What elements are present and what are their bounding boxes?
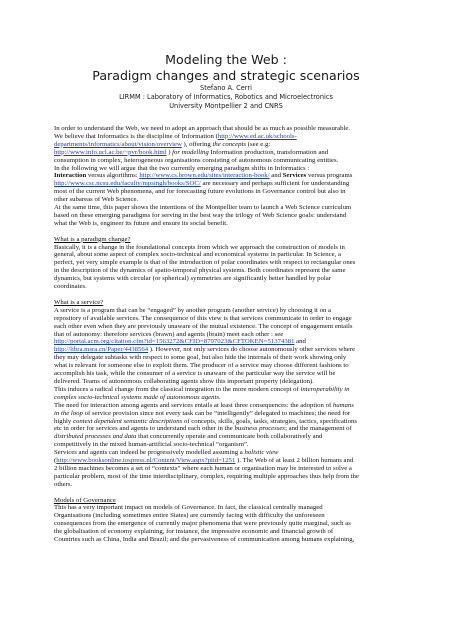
- interaction-book-link[interactable]: http://www.cs.brown.edu/sites/interaction-book/: [139, 172, 270, 180]
- text-line: what the Web is, engineer its future and ensure its social benefit.: [54, 219, 228, 227]
- text-line: [54, 449, 400, 457]
- text-run: ), offering: [181, 140, 213, 148]
- text-line: other subareas of Web Science.: [54, 196, 139, 204]
- text-line: others.: [54, 480, 73, 488]
- text-line: [54, 346, 400, 354]
- emphasis-text: business processes: [234, 425, 286, 433]
- author: Stefano A. Cerri: [200, 84, 252, 92]
- text-line: that of autonomy: therefore services (brawn) and agents (brain) meet each other : see: [54, 330, 284, 338]
- text-line: dynamics, but systems with circular (or spherical) symmetries are significantly better handled by polar: [54, 275, 332, 283]
- affiliation-university: University Montpellier 2 and CNRS: [169, 102, 283, 111]
- emphasis-text: context dependent semantic descriptions: [72, 417, 183, 425]
- emphasis-text: humans: [332, 401, 354, 409]
- emphasis-text: distributed processes and data: [54, 433, 137, 441]
- text-line: particular problem, most of the time interdisciplinary, complex, requiring multiple approaches thus help from the: [54, 472, 359, 480]
- text-line: [54, 180, 400, 188]
- text-line: in the description of the dynamics of spatio-temporal physical systems. Both coordinates represent the same: [54, 267, 346, 275]
- text-line: [54, 402, 400, 410]
- text-run: highly: [54, 417, 73, 425]
- text-line: based on these emerging paradigms for serving in the best way the trilogy of Web Science goals: understand: [54, 211, 347, 219]
- emphasis-text: in the loop: [54, 409, 83, 417]
- text-run: Services and agents can indeed be progressively modelled assuming a: [54, 449, 245, 457]
- paragraph-gap: [54, 291, 400, 299]
- section-heading: Models of Governance: [54, 496, 116, 504]
- governance-section: [54, 497, 400, 544]
- text-line: [54, 418, 400, 426]
- informatics-vision-link-cont[interactable]: departments/informatics/about/vision/overview: [54, 140, 182, 148]
- text-line: most of the current Web phenomena, and for forecasting future evolutions in Governance control but also in: [54, 188, 346, 196]
- iospress-book-link[interactable]: http://www.booksonline.iospress.nl/Content/View.aspx?piid=1251: [56, 457, 236, 465]
- document-title-line-2: Paradigm changes and strategic scenarios: [92, 68, 360, 83]
- text-run: that concurrently operate and communicate both collaboratively and: [136, 433, 323, 441]
- text-run: are necessary and perhaps sufficient for understanding: [200, 180, 350, 188]
- text-line: accomplish his task, while the consumer of a service is unaware of the particular way the service will be: [54, 370, 336, 378]
- text-run: ). The Web of at least 2 billion humans and: [235, 457, 354, 465]
- acm-portal-link[interactable]: http://portal.acm.org/citation.cfm?id=1563272&CFID=8797023&CFTOKEN=51374381: [54, 338, 295, 346]
- emphasis-text: interoperability in: [300, 385, 350, 393]
- text-line: Countries such as China, India and Brazil; and the pervasiveness of communication among humans explaining,: [54, 536, 355, 544]
- bold-term: Services: [282, 172, 307, 180]
- text-run: of service provision since not every task can be “intelligently” delegated to machines; the need for: [82, 409, 351, 417]
- text-line: This has a very important impact on models of Governance. In fact, the classical centrally managed: [54, 504, 323, 512]
- section-heading: What is a service?: [54, 298, 104, 306]
- text-line: perfect, yet very simple example is that of the introduction of polar coordinates with respect to rectangular ones: [54, 259, 356, 267]
- text-line: Basically, it is a change in the foundational concepts from which we approach the construction of models in: [54, 243, 345, 251]
- paradigm-section: [54, 236, 400, 291]
- text-line: [54, 386, 400, 394]
- paragraph-gap: [54, 489, 400, 497]
- text-line: [54, 338, 400, 346]
- text-run: and: [269, 172, 283, 180]
- text-run: (: [54, 457, 57, 465]
- text-line: Organisations (including sometimes entire States) are currently facing with difficulty the unforeseen: [54, 512, 325, 520]
- text-line: [54, 410, 400, 418]
- text-line: each other even when they are previously unaware of the mutual existence. The concept of engagement entails: [54, 322, 353, 330]
- text-run: etc in order for services and agents to understand each other in the: [54, 425, 235, 433]
- text-line: general, about some aspect of complex socio-technical and economical systems in particular. In Science, a: [54, 251, 341, 259]
- text-run: ; and the management of: [285, 425, 352, 433]
- emphasis-text: holistic view: [244, 449, 279, 457]
- text-run: ): [166, 148, 173, 156]
- text-line: [54, 425, 400, 433]
- text-line: [54, 133, 400, 141]
- text-line: repository of available services. The consequence of this view is that services communicate in order to engage: [54, 314, 352, 322]
- emphasis-text: complex socio-technical systems made of autonomous agents: [54, 393, 219, 401]
- soc-book-link[interactable]: http://www.csc.ncsu.edu/faculty/mpsingh/books/SOC/: [54, 180, 201, 188]
- text-line: At the same time, this paper shows the intentions of the Montpellier team to launch a Web Science curriculum: [54, 204, 352, 212]
- text-line: [54, 172, 400, 180]
- section-heading: What is a paradigm change?: [54, 235, 131, 243]
- document-title-line-1: Modeling the Web :: [165, 52, 287, 67]
- text-run: We believe that Informatics is the discipline of Information (: [54, 132, 218, 140]
- text-line: coordinates.: [54, 283, 87, 291]
- service-section: [54, 299, 400, 489]
- affiliation-lab: LIRMM : Laboratory of Informatics, Robotics and Microelectronics: [119, 93, 333, 102]
- pvr-book-link[interactable]: http://www.info.ucl.ac.be/~pvr/book.html: [54, 148, 167, 156]
- text-run: ). However, not only services do choose autonomously other services where: [148, 346, 355, 354]
- text-line: the globalisation of economy explaining, for instance, the impressive economic and financial growth of: [54, 528, 334, 536]
- text-line: [54, 433, 400, 441]
- text-line: [54, 141, 400, 149]
- text-line: what is relevant for someone else to exploit them. The producer of a service may choose different fashions to: [54, 362, 349, 370]
- text-run: versus algorithms:: [86, 172, 140, 180]
- text-run: (see e.g:: [246, 140, 271, 148]
- document-body: [54, 125, 400, 544]
- intro-section: [54, 125, 400, 228]
- text-line: delivered. Teams of autonomous collaborating agents show this important property (delegation).: [54, 377, 314, 385]
- bold-term: Interaction: [54, 172, 87, 180]
- text-line: competitively in the mixed human-artificial socio-technical “organism”.: [54, 441, 249, 449]
- text-line: [54, 149, 400, 157]
- text-line: consequences from the emergence of currently major phenomena that were previously quite marginal, such as: [54, 520, 351, 528]
- text-line: A service is a program that can be “engaged” by another program (another service) by choosing it on a: [54, 306, 332, 314]
- text-line: consumption in complex, heterogeneous organisations consisting of autonomous communicating entities.: [54, 156, 339, 164]
- text-run: Information production, transformation and: [208, 148, 329, 156]
- emphasis-text: the concepts: [212, 140, 247, 148]
- text-run: of concepts, skills, goals, tasks, strategies, tactics, specifications: [182, 417, 357, 425]
- text-line: 2 billion machines becomes a set of “contexts” where each human or organisation may be interested to solve a: [54, 464, 352, 472]
- title-block: [0, 52, 452, 112]
- text-line: [54, 394, 400, 402]
- informatics-vision-link[interactable]: http://www.ed.ac.uk/schools-: [217, 132, 297, 140]
- text-run: versus programs: [306, 172, 353, 180]
- text-run: .: [218, 393, 221, 401]
- text-line: [54, 457, 400, 465]
- text-run: and: [294, 338, 306, 346]
- emphasis-text: for modelling: [172, 148, 209, 156]
- text-line: In order to understand the Web, we need to adopt an approach that should be as much as possible measurable.: [54, 125, 351, 132]
- libra-paper-link[interactable]: http://libra.msra.cn/Paper/4438564: [54, 346, 149, 354]
- text-line: In the following we will argue that the two currently emerging paradigm shifts in Informatics :: [54, 164, 310, 172]
- text-run: The need for interaction among agents and services entails at least three consequences: the adoption of: [54, 401, 333, 409]
- text-run: This induces a radical change from the classical integration to the more modern concept of: [54, 385, 301, 393]
- text-line: they may delegate subtasks with respect to some goal, but also hide the internals of their work showing only: [54, 354, 347, 362]
- paragraph-gap: [54, 228, 400, 236]
